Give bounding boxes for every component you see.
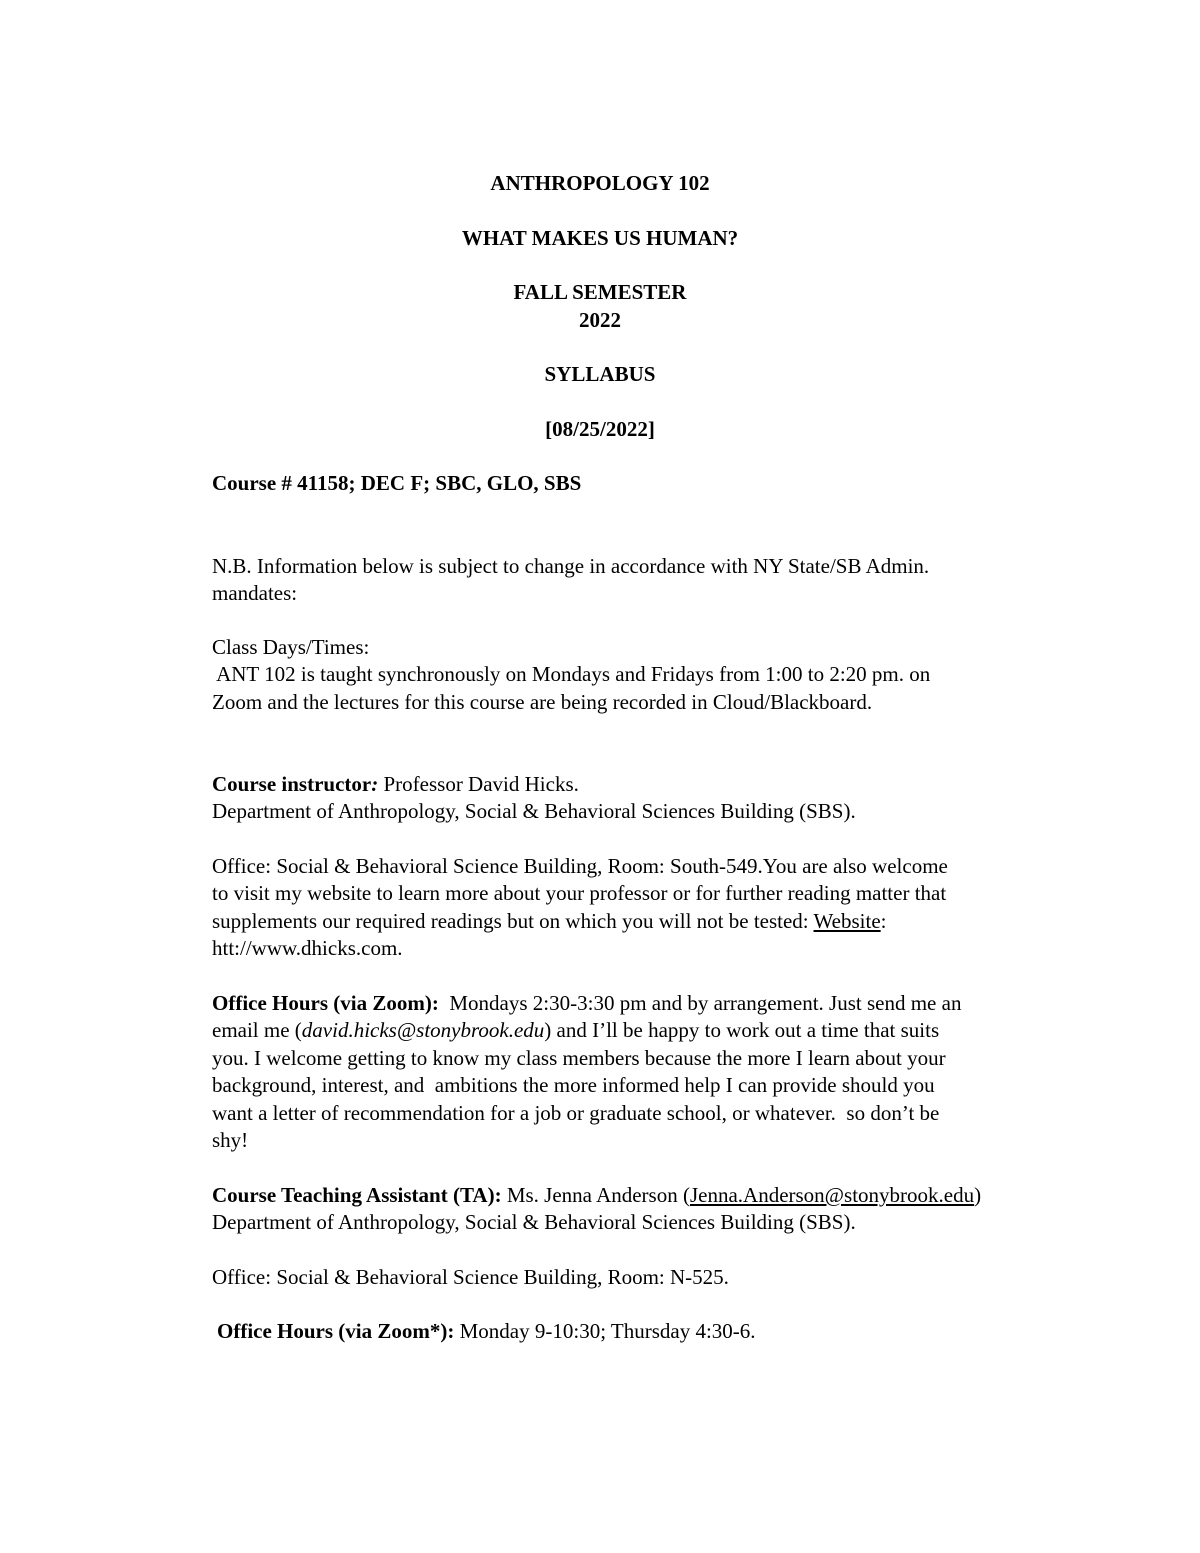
office-hours-text: Mondays 2:30-3:30 pm and by arrangement. Just send me an (438, 991, 962, 1015)
office-hours-line (212, 990, 1072, 1017)
ta-office-hours-text: Monday 9-10:30; Thursday 4:30-6. (454, 1319, 756, 1343)
office-hours-line: background, interest, and ambitions the more informed help I can provide should you (212, 1073, 935, 1098)
semester-year: 2022 (579, 308, 621, 332)
notice-line: N.B. Information below is subject to change in accordance with NY State/SB Admin. (212, 554, 930, 578)
course-title: ANTHROPOLOGY 102 (490, 171, 710, 195)
ta-name: Ms. Jenna Anderson ( (501, 1183, 690, 1207)
ta-office: Office: Social & Behavioral Science Building, Room: N-525. (212, 1265, 729, 1289)
office-hours-text: ) and I’ll be happy to work out a time that suits (544, 1018, 940, 1043)
ta-email-link[interactable]: Jenna.Anderson@stonybrook.edu (689, 1183, 975, 1207)
course-number: Course # 41158; DEC F; SBC, GLO, SBS (212, 471, 582, 495)
class-times-label: Class Days/Times: (212, 635, 370, 659)
office-hours-line: you. I welcome getting to know my class members because the more I learn about your (212, 1045, 946, 1070)
ta-label: Course Teaching Assistant (TA): (212, 1183, 502, 1207)
office-hours-line: shy! (212, 1127, 249, 1152)
office-text: : (880, 908, 887, 933)
office-line: Office: Social & Behavioral Science Building, Room: South-549.You are also welcome (212, 854, 948, 878)
document-date: [08/25/2022] (545, 417, 655, 441)
instructor-section (212, 771, 1072, 826)
instructor-label-colon: : (371, 772, 379, 796)
class-times-line: Zoom and the lectures for this course are being recorded in Cloud/Blackboard. (212, 689, 873, 714)
document-type: SYLLABUS (544, 362, 656, 386)
office-hours-text: email me ( (212, 1018, 302, 1043)
ta-department: Department of Anthropology, Social & Behavioral Sciences Building (SBS). (212, 1210, 856, 1235)
office-text: supplements our required readings but on which you will not be tested: (212, 908, 814, 933)
instructor-department: Department of Anthropology, Social & Behavioral Sciences Building (SBS). (212, 799, 856, 824)
instructor-label: Course instructor (212, 772, 372, 796)
office-line: to visit my website to learn more about your professor or for further reading matter that (212, 881, 947, 906)
ta-name: ) (974, 1183, 982, 1207)
ta-line (212, 1182, 1072, 1209)
notice-paragraph (212, 553, 1072, 608)
ta-office-hours (217, 1318, 1077, 1345)
instructor-name: Professor David Hicks. (378, 772, 579, 796)
office-line (212, 908, 1072, 935)
class-times-section (212, 634, 1072, 716)
office-hours-label: Office Hours (via Zoom): (212, 991, 439, 1015)
instructor-email[interactable]: david.hicks@stonybrook.edu (301, 1018, 545, 1043)
semester-label: FALL SEMESTER (513, 280, 687, 304)
notice-line: mandates: (212, 581, 298, 606)
ta-section (212, 1182, 1072, 1237)
office-hours-line (212, 1017, 1072, 1044)
website-url: htt://www.dhicks.com. (212, 936, 403, 961)
class-times-line: ANT 102 is taught synchronously on Mondays and Fridays from 1:00 to 2:20 pm. on (212, 662, 931, 687)
office-hours-paragraph (212, 990, 1072, 1154)
instructor-line (212, 771, 1072, 798)
website-link[interactable]: Website (813, 908, 881, 933)
instructor-office-paragraph (212, 853, 1072, 963)
office-hours-line: want a letter of recommendation for a job or graduate school, or whatever. so don’t be (212, 1100, 940, 1125)
course-subtitle: WHAT MAKES US HUMAN? (461, 226, 739, 250)
ta-office-hours-label: Office Hours (via Zoom*): (217, 1319, 455, 1343)
